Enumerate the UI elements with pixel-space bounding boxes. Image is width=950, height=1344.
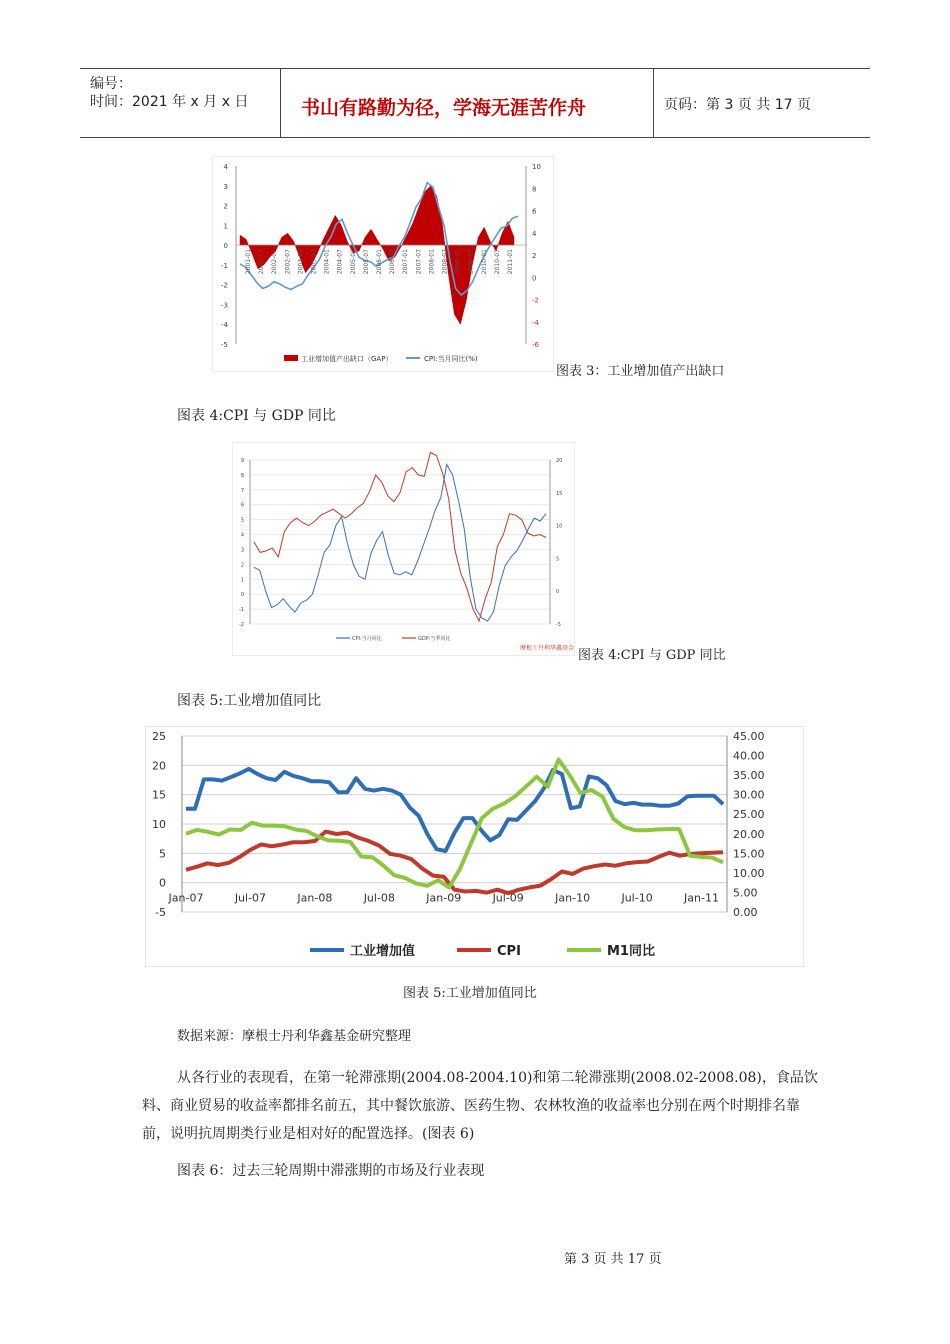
fig5-left-tick: 20 [152,759,166,773]
fig3-legend-swatch-gap [284,355,298,361]
fig4-legend-cpi: CPI:当月同比 [352,636,382,642]
fig3-x-tick: 2004-07 [336,249,344,275]
fig5-right-tick: 45.00 [733,730,765,743]
header-motto-cell [281,69,654,137]
fig3-x-tick: 2006-01 [376,249,383,275]
fig5-right-tick: 10.00 [733,866,765,880]
fig3-caption: 图表 3：工业增加值产出缺口 [556,364,725,379]
fig3-right-tick: -6 [532,341,539,349]
fig5-x-tick: Jan-07 [168,891,204,905]
fig3-x-tick: 2005-01 [349,249,357,275]
doc-number-label: 编号： [90,76,132,92]
fig4-left-tick: -1 [239,607,244,614]
fig5-x-tick: Jan-09 [426,891,462,905]
header-info-cell [80,69,281,137]
fig5-legend-label: CPI [497,944,521,959]
fig3-x-tick: 2002-07 [284,249,292,275]
fig3-right-tick: -2 [532,296,539,305]
fig3-legend-cpi: CPI:当月同比(%) [424,355,478,363]
fig4-left-tick: 9 [240,458,244,464]
fig3-x-tick: 2006-07 [389,249,397,275]
fig5-chart [145,726,804,967]
fig3-left-tick: 0 [223,242,228,251]
fig3-x-tick: 2010-07 [493,249,501,275]
fig4-left-tick: 8 [240,472,244,479]
fig3-left-tick: -1 [221,261,228,270]
fig3-x-tick: 2001-01 [245,249,252,275]
fig3-x-tick: 2002-01 [271,249,279,275]
fig4-right-tick: 5 [556,556,560,563]
fig5-frame [145,726,804,967]
fig4-caption: 图表 4:CPI 与 GDP 同比 [578,648,726,663]
data-source: 数据来源：摩根士丹利华鑫基金研究整理 [177,1029,412,1044]
fig4-chart [232,442,575,656]
fig3-right-tick: 4 [532,229,537,238]
fig4-source-mark: 摩根士丹利华鑫基金 [520,645,575,652]
fig3-x-tick: 2008-01 [428,249,436,275]
fig5-left-tick: 25 [152,730,166,743]
fig3-left-tick: -2 [221,281,228,290]
fig5-title: 图表 5:工业增加值同比 [177,693,322,709]
fig3-x-tick: 2001-07 [258,249,266,275]
fig5-right-tick: 30.00 [733,788,765,802]
fig4-right-tick: 0 [556,589,560,596]
fig4-right-tick: 10 [556,523,563,530]
fig3-x-tick: 2011-01 [507,249,514,275]
fig5-x-tick: Jul-09 [492,891,524,905]
fig3-left-tick: 1 [223,222,228,231]
fig4-left-tick: 1 [240,577,244,584]
header-page-label: 页码：第 3 页 共 17 页 [664,97,811,113]
fig4-right-tick: 15 [556,490,563,497]
fig3-x-tick: 2003-07 [310,249,318,275]
fig3-x-tick: 2007-01 [402,249,410,275]
fig5-left-tick: 10 [152,818,166,831]
fig5-right-tick: 5.00 [733,886,758,900]
fig3-right-tick: 2 [532,252,537,260]
fig5-right-tick: 20.00 [733,827,765,841]
body-paragraph: 从各行业的表现看，在第一轮滞涨期(2004.08-2004.10)和第二轮滞涨期(2008.02-2008.08)，食品饮料、商业贸易的收益率都排名前五，其中餐饮旅游、医药生物、农林牧渔的收益率也分别在两个时期排名靠前，说明抗周期类行业是相对好的配置选择。(图表 6) [142,1070,818,1142]
fig5-legend-label: M1同比 [607,944,655,959]
fig5-right-tick: 15.00 [733,847,765,861]
fig3-x-tick: 2005-07 [362,249,370,275]
fig3-x-tick: 2010-01 [480,249,488,275]
fig3-right-tick: 10 [532,163,541,171]
fig5-right-tick: 40.00 [733,749,765,763]
fig4-left-tick: 7 [240,487,244,494]
fig3-left-tick: -3 [221,301,228,310]
fig5-right-tick: 35.00 [733,769,765,783]
fig3-right-tick: -4 [532,318,539,327]
fig5-x-tick: Jan-10 [555,891,591,905]
fig5-x-tick: Jan-11 [684,891,719,905]
fig4-title: 图表 4:CPI 与 GDP 同比 [177,408,336,424]
fig3-left-tick: 4 [223,163,228,171]
page-footer: 第 3 页 共 17 页 [564,1252,662,1267]
fig4-left-tick: 2 [240,562,244,569]
motto-text: 书山有路勤为径，学海无涯苦作舟 [301,97,587,119]
fig5-right-tick: 0.00 [733,906,758,919]
fig3-x-tick: 2009-07 [467,249,475,275]
fig3-chart [212,156,554,372]
fig4-legend-gdp: GDP:当季同比 [418,636,451,642]
fig3-left-tick: 2 [223,202,228,211]
fig5-left-tick: 0 [159,876,166,890]
fig5-x-tick: Jul-08 [363,891,395,905]
fig5-left-tick: -5 [155,906,166,919]
fig5-left-tick: 5 [159,847,166,861]
fig3-left-tick: 3 [223,182,228,191]
fig4-left-tick: 5 [240,517,244,524]
fig4-left-tick: 4 [240,532,244,539]
fig3-x-tick: 2003-01 [297,249,305,275]
page-header [80,68,870,138]
fig3-right-tick: 6 [532,207,537,216]
fig5-x-tick: Jul-10 [621,891,653,905]
fig4-left-tick: 3 [240,547,244,554]
header-page-cell [654,69,870,137]
fig4-right-tick: -5 [556,622,561,628]
fig4-right-tick: 20 [556,458,563,464]
fig4-left-tick: 0 [240,592,244,599]
fig5-legend-label: 工业增加值 [350,944,416,959]
doc-date-label: 时间：2021 年 x 月 x 日 [90,94,249,110]
fig3-right-tick: 0 [532,274,537,283]
fig5-left-tick: 15 [152,788,166,802]
fig6-title: 图表 6：过去三轮周期中滞涨期的市场及行业表现 [177,1163,485,1179]
fig3-legend-gap: 工业增加值产出缺口（GAP） [301,355,393,363]
fig5-caption: 图表 5:工业增加值同比 [403,986,537,1001]
fig3-x-tick: 2009-01 [454,249,462,275]
fig5-right-tick: 25.00 [733,808,765,822]
fig3-x-tick: 2008-07 [441,249,449,275]
fig3-left-tick: -4 [221,321,228,330]
fig4-left-tick: 6 [240,502,244,509]
fig5-x-tick: Jul-07 [234,891,267,905]
fig5-x-tick: Jan-08 [297,891,333,905]
fig3-left-tick: -5 [221,341,228,349]
fig3-right-tick: 8 [532,185,537,194]
fig4-left-tick: -2 [239,622,244,628]
fig3-x-tick: 2007-07 [415,249,423,275]
fig3-x-tick: 2004-01 [323,249,331,275]
